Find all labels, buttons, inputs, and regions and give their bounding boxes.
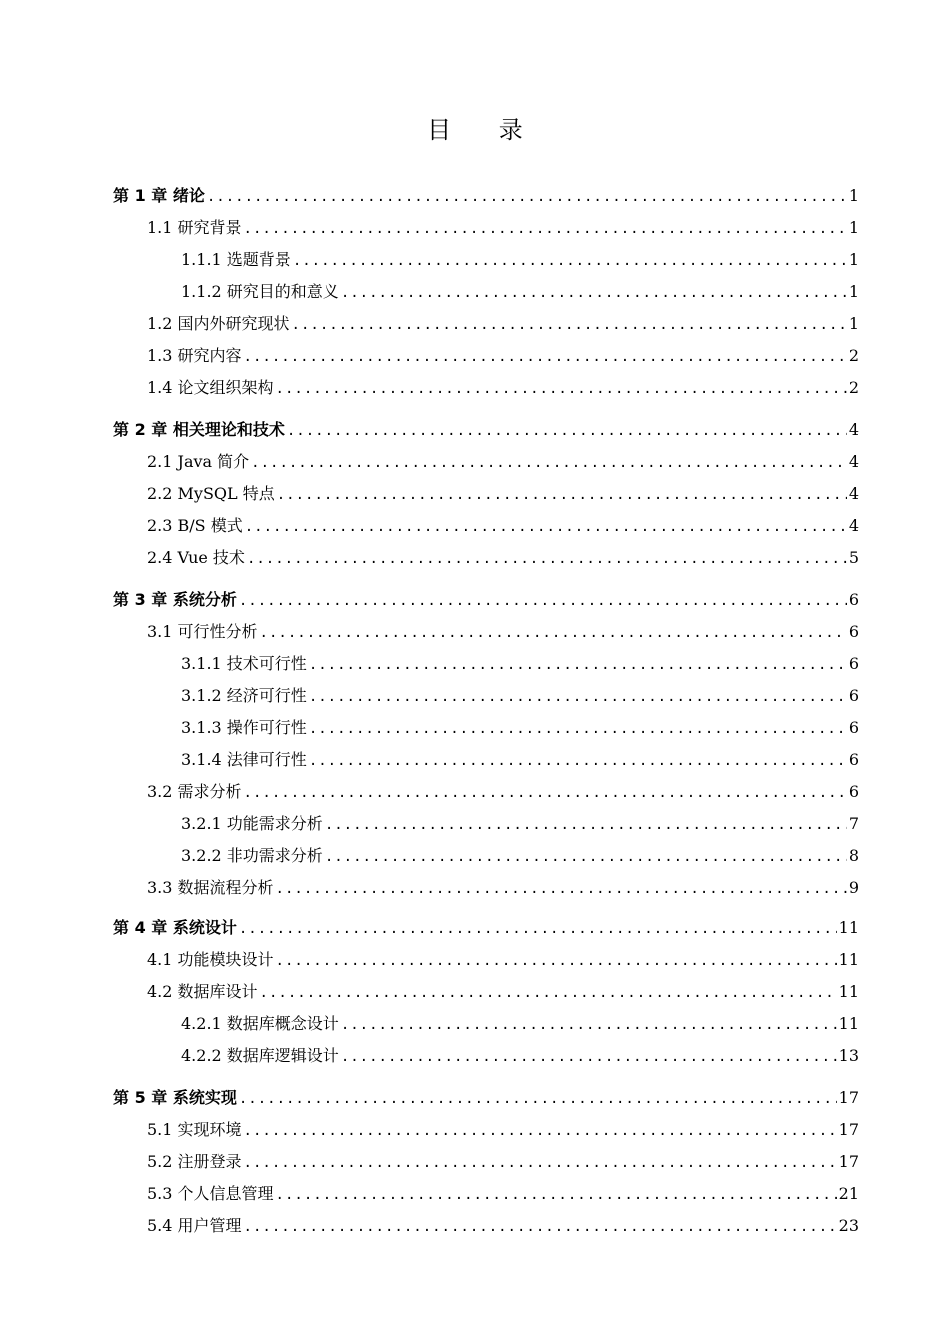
toc-page-number: 13: [838, 1046, 859, 1065]
toc-page-number: 4: [848, 516, 859, 535]
toc-leader-dots: [325, 845, 847, 869]
toc-entry-label: 4.2.1 数据库概念设计: [181, 1014, 339, 1033]
toc-chapter-entry[interactable]: [113, 588, 859, 612]
toc-page-number: 4: [848, 484, 859, 503]
toc-page-number: 1: [848, 186, 859, 205]
toc-leader-dots: [260, 981, 837, 1005]
toc-leader-dots: [245, 515, 847, 539]
toc-section-entry[interactable]: [147, 1150, 859, 1174]
toc-page-number: 6: [848, 750, 859, 769]
toc-subsection-entry[interactable]: [181, 684, 859, 708]
toc-section-entry[interactable]: [147, 948, 859, 972]
toc-leader-dots: [309, 749, 847, 773]
toc-leader-dots: [309, 653, 847, 677]
toc-page-number: 6: [848, 782, 859, 801]
toc-entry-label: 1.4 论文组织架构: [147, 378, 274, 397]
toc-subsection-entry[interactable]: [181, 748, 859, 772]
toc-leader-dots: [309, 717, 847, 741]
toc-section-entry[interactable]: [147, 312, 859, 336]
toc-page-number: 23: [838, 1216, 859, 1235]
toc-page-number: 4: [848, 452, 859, 471]
toc-page-number: 9: [848, 878, 859, 897]
toc-leader-dots: [207, 185, 847, 209]
toc-entry-label: 3.1.1 技术可行性: [181, 654, 307, 673]
toc-section-entry[interactable]: [147, 450, 859, 474]
toc-page-number: 6: [848, 654, 859, 673]
toc-page-number: 7: [848, 814, 859, 833]
toc-page-number: 1: [848, 314, 859, 333]
toc-subsection-entry[interactable]: [181, 1012, 859, 1036]
toc-entry-label: 2.1 Java 简介: [147, 452, 250, 471]
toc-entry-label: 3.2.2 非功需求分析: [181, 846, 323, 865]
toc-entry-label: 3.1.4 法律可行性: [181, 750, 307, 769]
toc-entry-label: 第 2 章 相关理论和技术: [113, 420, 285, 439]
toc-section-entry[interactable]: [147, 980, 859, 1004]
toc-page-number: 1: [848, 218, 859, 237]
toc-section-entry[interactable]: [147, 546, 859, 570]
toc-leader-dots: [341, 1045, 837, 1069]
toc-page-number: 6: [848, 622, 859, 641]
toc-entry-label: 3.2.1 功能需求分析: [181, 814, 323, 833]
toc-page-number: 4: [848, 420, 859, 439]
toc-page-number: 17: [838, 1120, 859, 1139]
toc-leader-dots: [244, 1215, 837, 1239]
toc-section-entry[interactable]: [147, 1214, 859, 1238]
toc-section-entry[interactable]: [147, 482, 859, 506]
toc-entry-label: 第 4 章 系统设计: [113, 918, 237, 937]
toc-leader-dots: [293, 249, 847, 273]
toc-page-number: 1: [848, 250, 859, 269]
toc-leader-dots: [239, 1087, 837, 1111]
toc-page-number: 8: [848, 846, 859, 865]
toc-subsection-entry[interactable]: [181, 1044, 859, 1068]
toc-entry-label: 1.3 研究内容: [147, 346, 242, 365]
toc-leader-dots: [244, 1119, 837, 1143]
toc-page-number: 11: [838, 950, 859, 969]
toc-entry-label: 2.4 Vue 技术: [147, 548, 245, 567]
toc-chapter-entry[interactable]: [113, 418, 859, 442]
toc-leader-dots: [276, 949, 837, 973]
toc-page-number: 21: [838, 1184, 859, 1203]
toc-leader-dots: [244, 781, 847, 805]
toc-entry-label: 第 1 章 绪论: [113, 186, 205, 205]
toc-section-entry[interactable]: [147, 514, 859, 538]
toc-section-entry[interactable]: [147, 876, 859, 900]
toc-entry-label: 第 3 章 系统分析: [113, 590, 237, 609]
toc-page-number: 17: [838, 1152, 859, 1171]
toc-leader-dots: [276, 377, 847, 401]
toc-leader-dots: [276, 1183, 837, 1207]
toc-leader-dots: [239, 589, 847, 613]
toc-section-entry[interactable]: [147, 344, 859, 368]
toc-subsection-entry[interactable]: [181, 652, 859, 676]
toc-title: 目 录: [427, 116, 543, 144]
toc-leader-dots: [325, 813, 847, 837]
toc-entry-label: 5.2 注册登录: [147, 1152, 242, 1171]
toc-entry-label: 5.3 个人信息管理: [147, 1184, 274, 1203]
toc-leader-dots: [341, 1013, 837, 1037]
toc-leader-dots: [247, 547, 847, 571]
toc-entry-label: 1.1.1 选题背景: [181, 250, 291, 269]
toc-leader-dots: [276, 877, 847, 901]
toc-entry-label: 3.1 可行性分析: [147, 622, 258, 641]
toc-leader-dots: [239, 917, 837, 941]
toc-leader-dots: [341, 281, 847, 305]
toc-entry-label: 5.4 用户管理: [147, 1216, 242, 1235]
toc-leader-dots: [244, 1151, 837, 1175]
toc-page-number: 2: [848, 346, 859, 365]
toc-entry-label: 1.2 国内外研究现状: [147, 314, 290, 333]
toc-page-number: 11: [838, 918, 859, 937]
toc-leader-dots: [287, 419, 847, 443]
toc-page-number: 6: [848, 718, 859, 737]
toc-chapter-entry[interactable]: [113, 916, 859, 940]
toc-page-number: 17: [838, 1088, 859, 1107]
toc-subsection-entry[interactable]: [181, 716, 859, 740]
toc-subsection-entry[interactable]: [181, 248, 859, 272]
toc-entry-label: 2.2 MySQL 特点: [147, 484, 275, 503]
toc-entry-label: 5.1 实现环境: [147, 1120, 242, 1139]
toc-leader-dots: [244, 217, 847, 241]
toc-section-entry[interactable]: [147, 216, 859, 240]
toc-chapter-entry[interactable]: [113, 184, 859, 208]
toc-leader-dots: [251, 451, 847, 475]
toc-section-entry[interactable]: [147, 1182, 859, 1206]
toc-entry-label: 3.1.2 经济可行性: [181, 686, 307, 705]
toc-chapter-entry[interactable]: [113, 1086, 859, 1110]
toc-entry-label: 3.2 需求分析: [147, 782, 242, 801]
toc-entry-label: 3.3 数据流程分析: [147, 878, 274, 897]
toc-page-number: 11: [838, 982, 859, 1001]
toc-leader-dots: [260, 621, 847, 645]
toc-page-number: 11: [838, 1014, 859, 1033]
toc-leader-dots: [244, 345, 847, 369]
toc-entry-label: 1.1.2 研究目的和意义: [181, 282, 339, 301]
toc-subsection-entry[interactable]: [181, 844, 859, 868]
toc-section-entry[interactable]: [147, 780, 859, 804]
toc-entry-label: 4.2.2 数据库逻辑设计: [181, 1046, 339, 1065]
toc-subsection-entry[interactable]: [181, 280, 859, 304]
toc-page-number: 6: [848, 686, 859, 705]
toc-page-number: 2: [848, 378, 859, 397]
toc-leader-dots: [292, 313, 847, 337]
toc-entry-label: 2.3 B/S 模式: [147, 516, 243, 535]
toc-leader-dots: [309, 685, 847, 709]
toc-section-entry[interactable]: [147, 1118, 859, 1142]
toc-page-number: 6: [848, 590, 859, 609]
toc-page-number: 1: [848, 282, 859, 301]
toc-entry-label: 第 5 章 系统实现: [113, 1088, 237, 1107]
toc-entry-label: 4.1 功能模块设计: [147, 950, 274, 969]
toc-entry-label: 1.1 研究背景: [147, 218, 242, 237]
toc-section-entry[interactable]: [147, 376, 859, 400]
toc-leader-dots: [277, 483, 847, 507]
toc-entry-label: 3.1.3 操作可行性: [181, 718, 307, 737]
toc-page-number: 5: [848, 548, 859, 567]
toc-section-entry[interactable]: [147, 620, 859, 644]
toc-subsection-entry[interactable]: [181, 812, 859, 836]
toc-entry-label: 4.2 数据库设计: [147, 982, 258, 1001]
